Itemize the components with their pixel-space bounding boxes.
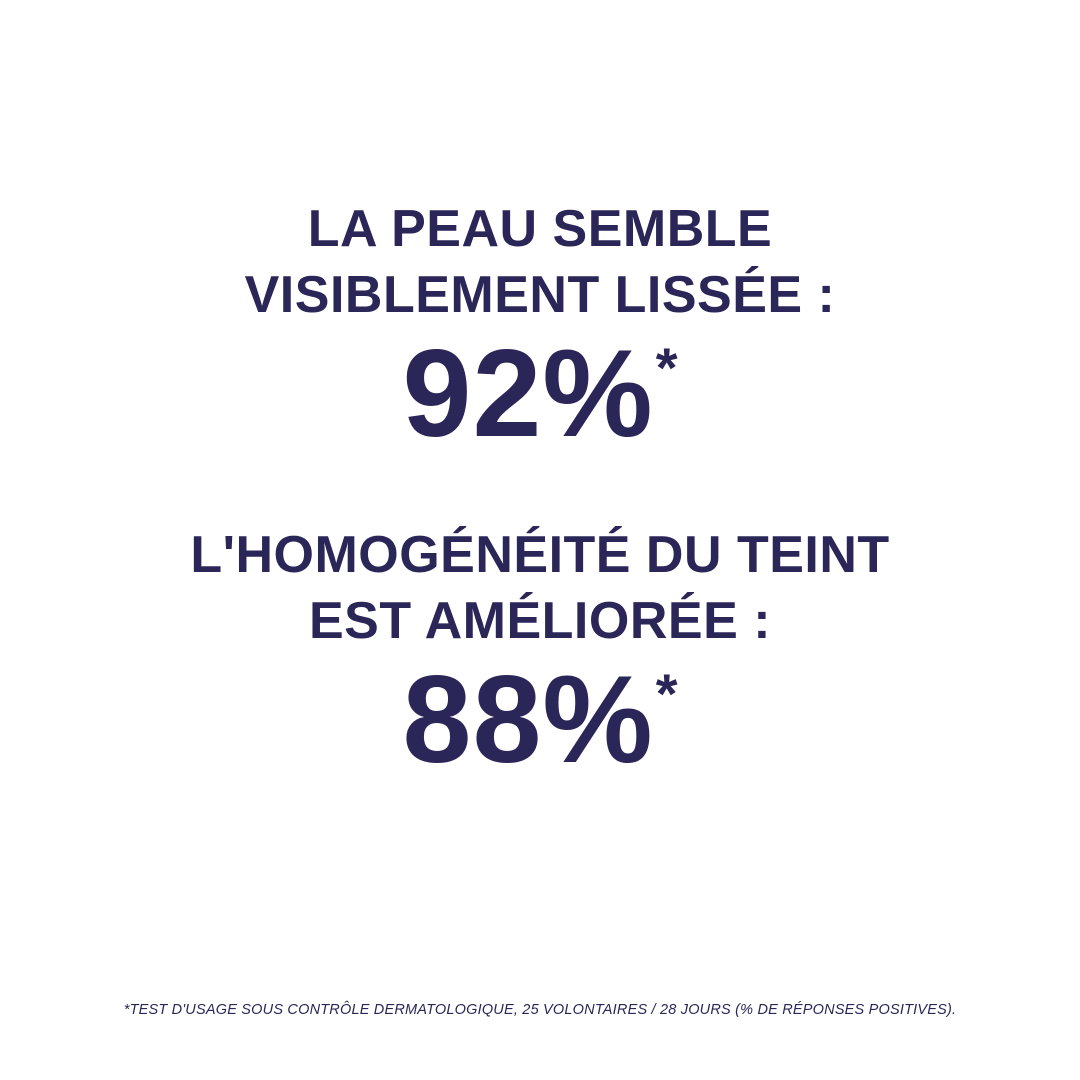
claim-evenness (0, 522, 1080, 789)
claim-heading-line: EST AMÉLIORÉE : (308, 592, 772, 650)
claim-heading-line: VISIBLEMENT LISSÉE : (244, 266, 836, 324)
claim-heading-line: LA PEAU SEMBLE (307, 200, 773, 258)
study-footnote: *TEST D'USAGE SOUS CONTRÔLE DERMATOLOGIQUE, 25 VOLONTAIRES / 28 JOURS (% DE RÉPONSES POSITIVES). (123, 1002, 957, 1018)
claim-smoothness (0, 196, 1080, 463)
claim-stat (0, 651, 1080, 789)
stat-percentage: 88% (402, 651, 654, 789)
stat-percentage: 92% (402, 325, 654, 463)
claim-stat (0, 325, 1080, 463)
claim-heading-line: L'HOMOGÉNÉITÉ DU TEINT (190, 526, 890, 584)
footnote-asterisk: * (655, 336, 678, 399)
footnote-asterisk: * (655, 662, 678, 725)
